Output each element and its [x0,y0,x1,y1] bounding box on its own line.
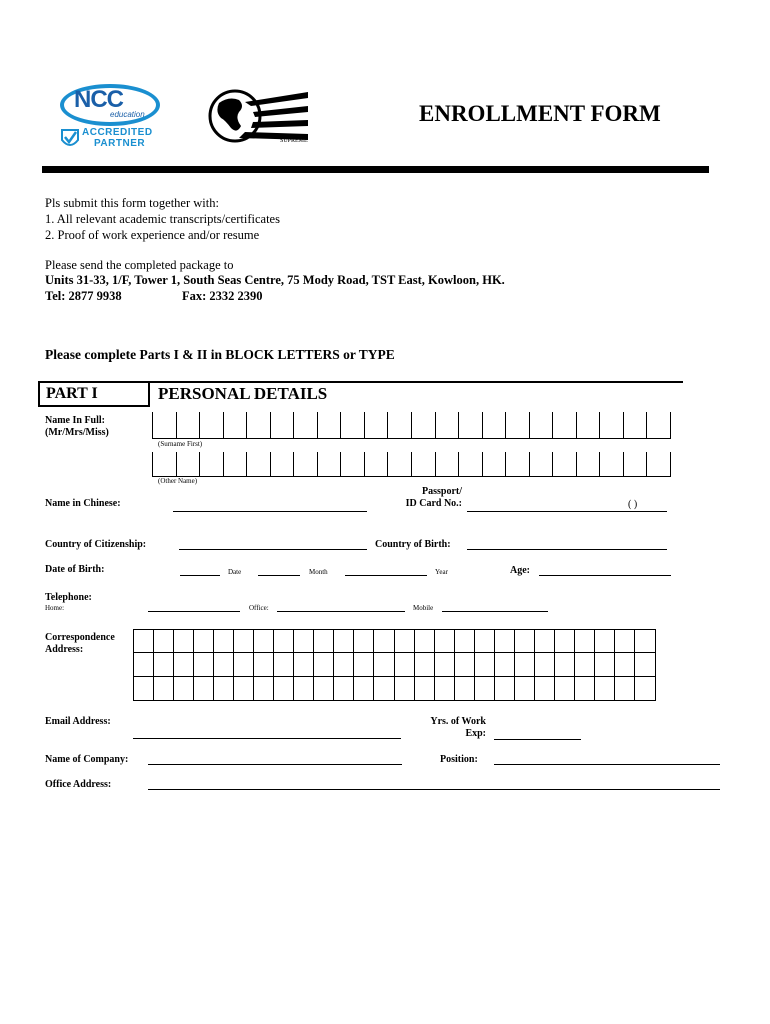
office-address-label: Office Address: [45,779,112,790]
correspondence-address-grid[interactable] [133,629,656,701]
mobile-phone-field[interactable] [442,611,548,612]
email-label: Email Address: [45,716,111,727]
partner-text: PARTNER [94,138,146,149]
office-address-text: Units 31-33, 1/F, Tower 1, South Seas Centre, 75 Mody Road, TST East, Kowloon, HK. [45,273,505,287]
position-field[interactable] [494,764,720,765]
name-title-text: (Mr/Mrs/Miss) [45,427,109,438]
company-field[interactable] [148,764,402,765]
section-title: PERSONAL DETAILS [158,384,328,403]
citizenship-label: Country of Citizenship: [45,539,147,550]
passport-label [380,486,462,510]
name-full-text: Name In Full: [45,415,105,426]
block-letters-note: Please complete Parts I & II in BLOCK LETTERS or TYPE [45,347,395,362]
instructions-intro: Pls submit this form together with: [45,196,219,210]
globe-logo-caption: SUPREME [280,138,308,144]
ncc-logo-subtext: education [110,110,145,119]
id-card-text: ID Card No.: [405,498,462,509]
dob-month-field[interactable] [258,575,300,576]
name-full-label [45,415,109,439]
header-divider [42,166,709,173]
dob-date-label: Date [228,568,242,576]
part-label-box [38,383,150,407]
correspondence-label [45,632,115,656]
surname-hint: (Surname First) [158,440,203,448]
address-text: Address: [45,644,84,655]
work-exp-label [400,716,486,740]
checkmark-shield-icon [60,128,80,150]
part-label: PART I [46,385,98,402]
email-field[interactable] [133,738,401,739]
page-title: ENROLLMENT FORM [419,101,661,126]
name-chinese-field[interactable] [173,511,367,512]
office-address-field[interactable] [148,789,720,790]
birth-country-label: Country of Birth: [375,539,451,550]
age-label: Age: [510,565,530,576]
office-phone-field[interactable] [277,611,405,612]
telephone-label: Telephone: [45,592,92,603]
correspondence-text: Correspondence [45,632,115,643]
mobile-label: Mobile [413,604,434,612]
birth-country-field[interactable] [467,549,667,550]
passport-field[interactable] [467,511,667,512]
fax-text: Fax: 2332 2390 [182,289,263,303]
dob-year-field[interactable] [345,575,427,576]
other-name-hint: (Other Name) [158,477,198,485]
office-phone-label: Office: [249,604,269,612]
ncc-logo-text: NCC [74,86,123,113]
home-label: Home: [45,604,65,612]
yrs-work-text: Yrs. of Work [430,716,486,727]
work-exp-field[interactable] [494,739,581,740]
company-label: Name of Company: [45,754,129,765]
home-phone-field[interactable] [148,611,240,612]
dob-month-label: Month [309,568,328,576]
name-chinese-label: Name in Chinese: [45,498,121,509]
accredited-text: ACCREDITED [82,127,153,138]
instructions [45,195,280,243]
position-label: Position: [440,754,478,765]
citizenship-field[interactable] [179,549,367,550]
instructions-item: 2. Proof of work experience and/or resume [45,228,260,242]
dob-label: Date of Birth: [45,564,105,575]
other-name-boxes[interactable] [152,452,671,477]
id-check-digit[interactable]: ( ) [628,499,638,510]
surname-boxes[interactable] [152,412,671,439]
exp-text: Exp: [465,728,486,739]
send-line: Please send the completed package to [45,258,234,272]
dob-date-field[interactable] [180,575,220,576]
instructions-item: 1. All relevant academic transcripts/certificates [45,212,280,226]
age-field[interactable] [539,575,671,576]
dob-year-label: Year [435,568,448,576]
tel-text: Tel: 2877 9938 [45,289,122,303]
passport-text: Passport/ [422,486,462,497]
